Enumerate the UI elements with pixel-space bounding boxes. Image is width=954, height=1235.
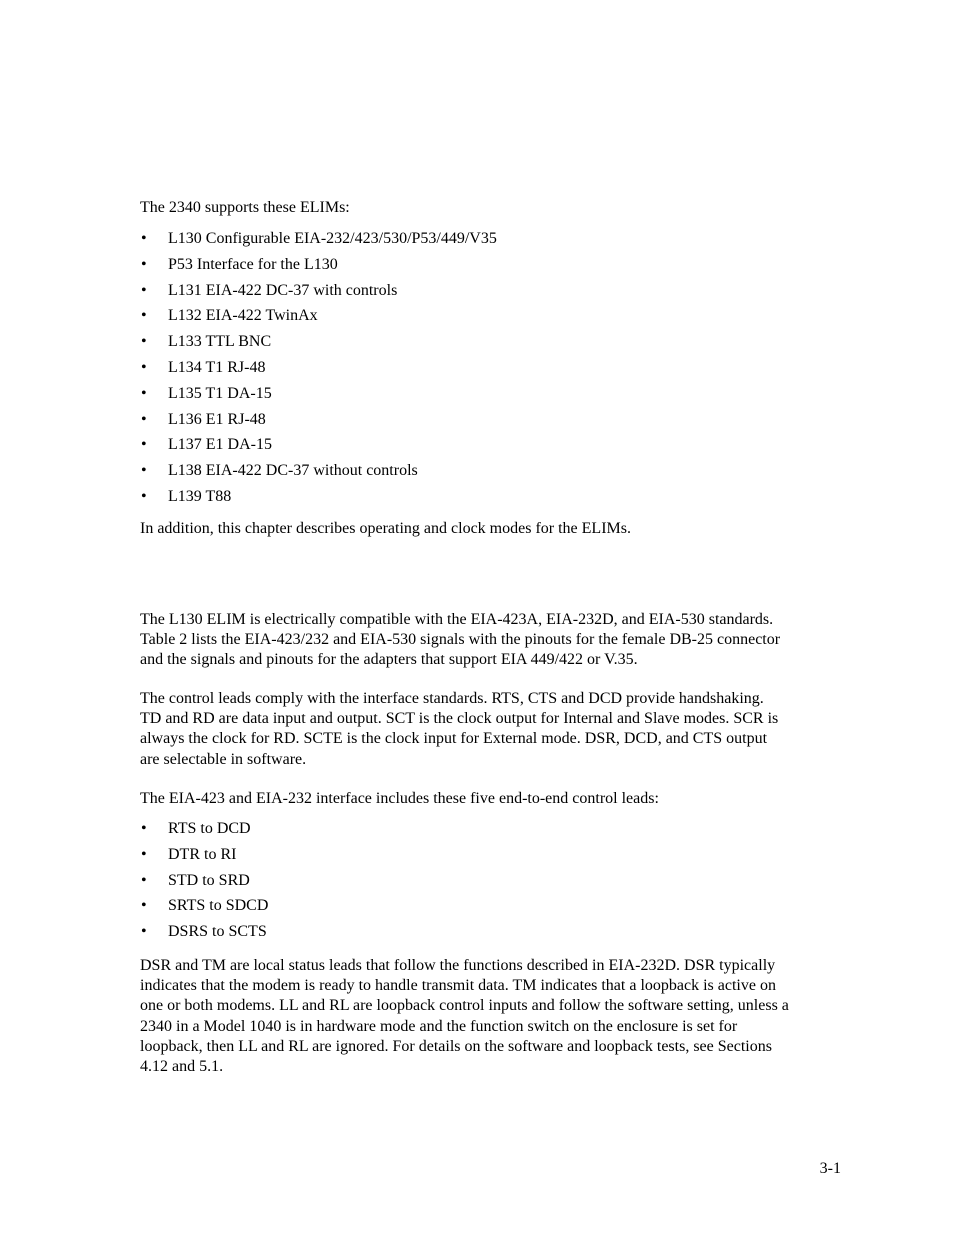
list-item-text: L138 EIA-422 DC-37 without controls — [168, 462, 418, 480]
list-item-text: L130 Configurable EIA-232/423/530/P53/449/V35 — [168, 230, 497, 247]
paragraph-line: are selectable in software. — [140, 750, 307, 768]
list-item — [140, 845, 268, 871]
bullet-icon: • — [141, 230, 147, 247]
list-item — [140, 281, 497, 307]
bullet-icon: • — [141, 897, 147, 915]
paragraph-line: The L130 ELIM is electrically compatible with the EIA-423A, EIA-232D, and EIA-530 standards. — [140, 611, 774, 628]
list-item-text: DSRS to SCTS — [168, 923, 267, 941]
bullet-icon: • — [141, 923, 147, 941]
paragraph-line: TD and RD are data input and output. SCT is the clock output for Internal and Slave modes. SCR is — [140, 710, 779, 728]
list-item — [140, 922, 268, 948]
list-item-text: L136 E1 RJ-48 — [168, 410, 266, 428]
list-item — [140, 332, 497, 358]
control-leads-paragraph — [140, 689, 845, 770]
list-item-text: SRTS to SDCD — [168, 897, 269, 915]
elim-list — [140, 229, 497, 513]
paragraph-line: The control leads comply with the interface standards. RTS, CTS and DCD provide handshaking. — [140, 690, 764, 707]
l130-paragraph — [140, 610, 845, 671]
bullet-icon: • — [141, 358, 147, 376]
list-item — [140, 487, 497, 513]
list-item-text: P53 Interface for the L130 — [168, 255, 338, 273]
leads-list — [140, 819, 268, 948]
list-item — [140, 461, 497, 487]
list-item — [140, 255, 497, 281]
list-item-text: L137 E1 DA-15 — [168, 436, 272, 454]
bullet-icon: • — [141, 410, 147, 428]
list-item-text: L131 EIA-422 DC-37 with controls — [168, 281, 398, 299]
list-item — [140, 871, 268, 897]
bullet-icon: • — [141, 871, 147, 889]
paragraph-line: loopback, then LL and RL are ignored. For details on the software and loopback tests, see Sections — [140, 1037, 772, 1055]
list-item — [140, 306, 497, 332]
paragraph-line: indicates that the modem is ready to handle transmit data. TM indicates that a loopback is active on — [140, 977, 776, 995]
bullet-icon: • — [141, 462, 147, 480]
chapter-note: In addition, this chapter describes operating and clock modes for the ELIMs. — [140, 520, 631, 537]
paragraph-line: Table 2 lists the EIA-423/232 and EIA-530 signals with the pinouts for the female DB-25 connector — [140, 631, 781, 649]
list-item-text: L133 TTL BNC — [168, 333, 272, 351]
page-number: 3-1 — [819, 1160, 841, 1177]
list-item-text: L139 T88 — [168, 487, 232, 505]
bullet-icon: • — [141, 384, 147, 402]
list-item-text: L132 EIA-422 TwinAx — [168, 307, 318, 325]
list-item-text: L134 T1 RJ-48 — [168, 358, 266, 376]
paragraph-line: 2340 in a Model 1040 is in hardware mode and the function switch on the enclosure is set for — [140, 1017, 738, 1035]
bullet-icon: • — [141, 820, 147, 837]
paragraph-line: always the clock for RD. SCTE is the clock input for External mode. DSR, DCD, and CTS output — [140, 730, 768, 748]
paragraph-line: 4.12 and 5.1. — [140, 1058, 224, 1076]
list-item-text: STD to SRD — [168, 871, 250, 889]
list-item-text: RTS to DCD — [168, 820, 251, 837]
paragraph-line: and the signals and pinouts for the adapters that support EIA 449/422 or V.35. — [140, 651, 638, 669]
bullet-icon: • — [141, 307, 147, 325]
list-item — [140, 229, 497, 255]
bullet-icon: • — [141, 845, 147, 863]
list-item — [140, 358, 497, 384]
bullet-icon: • — [141, 281, 147, 299]
list-item — [140, 896, 268, 922]
leads-intro: The EIA-423 and EIA-232 interface includes these five end-to-end control leads: — [140, 790, 659, 807]
list-item-text: DTR to RI — [168, 845, 237, 863]
bullet-icon: • — [141, 333, 147, 351]
list-item — [140, 384, 497, 410]
paragraph-line: one or both modems. LL and RL are loopback control inputs and follow the software setting, unless a — [140, 997, 789, 1015]
list-item — [140, 819, 268, 845]
list-item — [140, 410, 497, 436]
bullet-icon: • — [141, 487, 147, 505]
bullet-icon: • — [141, 436, 147, 454]
status-leads-paragraph — [140, 956, 845, 1077]
intro-text: The 2340 supports these ELIMs: — [140, 199, 350, 216]
list-item — [140, 435, 497, 461]
bullet-icon: • — [141, 255, 147, 273]
list-item-text: L135 T1 DA-15 — [168, 384, 272, 402]
paragraph-line: DSR and TM are local status leads that follow the functions described in EIA-232D. DSR typically — [140, 957, 776, 974]
